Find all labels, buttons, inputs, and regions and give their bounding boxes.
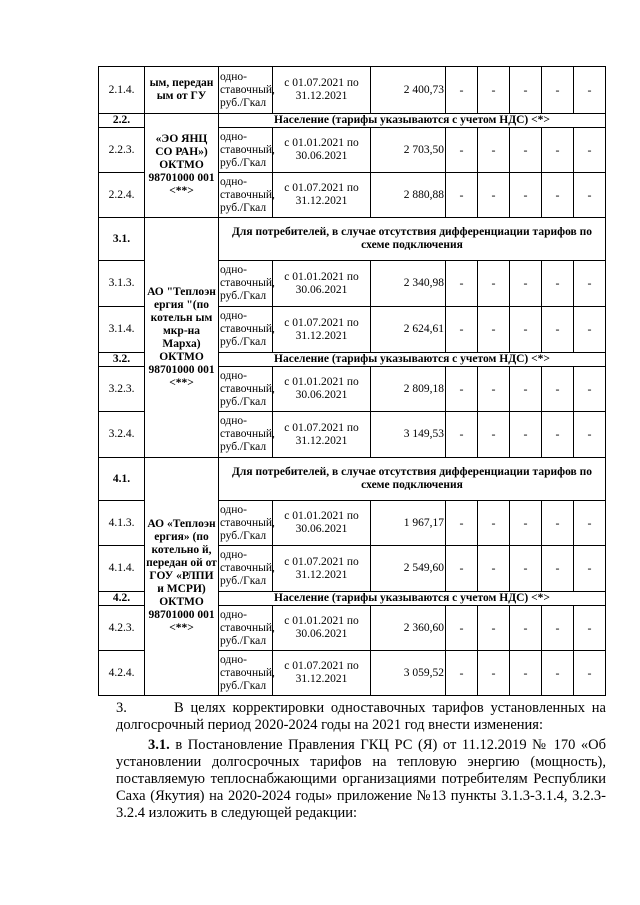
- empty-dash: -: [478, 651, 510, 696]
- period: с 01.07.2021 по 31.12.2021: [273, 173, 371, 218]
- empty-dash: -: [446, 128, 478, 173]
- empty-dash: -: [510, 412, 542, 458]
- empty-dash: -: [446, 412, 478, 458]
- empty-dash: -: [542, 367, 574, 412]
- empty-dash: -: [574, 501, 606, 546]
- empty-dash: -: [510, 128, 542, 173]
- empty-dash: -: [446, 367, 478, 412]
- tariff-value: 2 880,88: [371, 173, 446, 218]
- empty-dash: -: [446, 307, 478, 353]
- tariff-type: одно-ставочный, руб./Гкал: [219, 546, 273, 592]
- empty-dash: -: [574, 173, 606, 218]
- period: с 01.01.2021 по 30.06.2021: [273, 501, 371, 546]
- tariff-value: 2 340,98: [371, 261, 446, 307]
- empty-dash: -: [446, 606, 478, 651]
- tariff-value: 2 360,60: [371, 606, 446, 651]
- period: с 01.07.2021 по 31.12.2021: [273, 67, 371, 114]
- period: с 01.07.2021 по 31.12.2021: [273, 546, 371, 592]
- row-number: 2.2.3.: [99, 128, 145, 173]
- empty-dash: -: [574, 307, 606, 353]
- organization-cell: АО "Теплоэн ергия "(по котельн ым мкр-на Марха) ОКТМО 98701000 001 <**>: [145, 218, 219, 458]
- empty-dash: -: [510, 546, 542, 592]
- empty-dash: -: [542, 261, 574, 307]
- row-number: 3.2.3.: [99, 367, 145, 412]
- tariff-type: одно-ставочный, руб./Гкал: [219, 261, 273, 307]
- row-number: 4.2.: [99, 592, 145, 606]
- section-header: Для потребителей, в случае отсутствия дифференциации тарифов по схеме подключения: [219, 218, 606, 261]
- empty-dash: -: [510, 651, 542, 696]
- paragraph-3-text: В целях корректировки одноставочных тарифов установленных на долгосрочный период 2020-2024 годы на 2021 год внести изменения:: [116, 700, 606, 733]
- empty-dash: -: [478, 67, 510, 114]
- empty-dash: -: [510, 606, 542, 651]
- empty-dash: -: [542, 606, 574, 651]
- empty-dash: -: [574, 367, 606, 412]
- tariff-type: одно-ставочный, руб./Гкал: [219, 67, 273, 114]
- tariff-value: 3 059,52: [371, 651, 446, 696]
- empty-dash: -: [574, 128, 606, 173]
- organization-cell: «ЭО ЯНЦ СО РАН») ОКТМО 98701000 001 <**>: [145, 114, 219, 218]
- empty-dash: -: [478, 367, 510, 412]
- empty-dash: -: [478, 261, 510, 307]
- empty-dash: -: [510, 173, 542, 218]
- paragraph-3: [116, 700, 606, 734]
- empty-dash: -: [446, 173, 478, 218]
- empty-dash: -: [478, 606, 510, 651]
- empty-dash: -: [478, 546, 510, 592]
- paragraph-3-1-text: в Постановление Правления ГКЦ РС (Я) от 11.12.2019 № 170 «Об установлении долгосрочных тарифов на тепловую энергию (мощность), поставляемую теплоснабжающими организациями потребителям Республики Саха (Якутия) на 2020-2024 годы» приложение №13 пункты 3.1.3-3.1.4, 3.2.3-3.2.4 изложить в следующей редакции:: [116, 737, 607, 821]
- empty-dash: -: [446, 651, 478, 696]
- empty-dash: -: [542, 546, 574, 592]
- empty-dash: -: [542, 173, 574, 218]
- organization-cell: ым, передан ым от ГУ: [145, 67, 219, 114]
- tariff-type: одно-ставочный, руб./Гкал: [219, 367, 273, 412]
- empty-dash: -: [542, 307, 574, 353]
- tariff-value: 3 149,53: [371, 412, 446, 458]
- organization-cell: АО «Теплоэн ергия» (по котельно й, передан ой от ГОУ «РЛПИ и МСРИ) ОКТМО 98701000 001 <**>: [145, 458, 219, 696]
- empty-dash: -: [542, 651, 574, 696]
- tariff-value: 2 624,61: [371, 307, 446, 353]
- empty-dash: -: [446, 546, 478, 592]
- tariff-type: одно-ставочный, руб./Гкал: [219, 412, 273, 458]
- row-number: 2.2.4.: [99, 173, 145, 218]
- empty-dash: -: [478, 128, 510, 173]
- period: с 01.01.2021 по 30.06.2021: [273, 367, 371, 412]
- row-number: 4.2.3.: [99, 606, 145, 651]
- empty-dash: -: [510, 367, 542, 412]
- row-number: 2.1.4.: [99, 67, 145, 114]
- empty-dash: -: [510, 501, 542, 546]
- empty-dash: -: [574, 67, 606, 114]
- table-row: [99, 67, 606, 114]
- period: с 01.01.2021 по 30.06.2021: [273, 128, 371, 173]
- period: с 01.07.2021 по 31.12.2021: [273, 307, 371, 353]
- section-header: Население (тарифы указываются с учетом НДС) <*>: [219, 353, 606, 367]
- table-row: [99, 458, 606, 501]
- table-row: [99, 114, 606, 128]
- tariff-type: одно-ставочный, руб./Гкал: [219, 501, 273, 546]
- empty-dash: -: [574, 261, 606, 307]
- empty-dash: -: [542, 412, 574, 458]
- row-number: 3.1.4.: [99, 307, 145, 353]
- period: с 01.07.2021 по 31.12.2021: [273, 651, 371, 696]
- empty-dash: -: [574, 546, 606, 592]
- paragraph-3-number: 3.: [116, 700, 127, 716]
- tariff-value: 2 703,50: [371, 128, 446, 173]
- empty-dash: -: [478, 412, 510, 458]
- paragraph-3-1: [116, 737, 606, 822]
- tariff-value: 2 549,60: [371, 546, 446, 592]
- tariff-type: одно-ставочный, руб./Гкал: [219, 128, 273, 173]
- empty-dash: -: [542, 67, 574, 114]
- empty-dash: -: [510, 67, 542, 114]
- empty-dash: -: [446, 261, 478, 307]
- row-number: 3.2.4.: [99, 412, 145, 458]
- row-number: 4.1.4.: [99, 546, 145, 592]
- table-row: [99, 218, 606, 261]
- empty-dash: -: [542, 501, 574, 546]
- row-number: 4.2.4.: [99, 651, 145, 696]
- tariff-value: 2 400,73: [371, 67, 446, 114]
- empty-dash: -: [446, 67, 478, 114]
- section-header: Население (тарифы указываются с учетом НДС) <*>: [219, 592, 606, 606]
- row-number: 4.1.3.: [99, 501, 145, 546]
- tariff-type: одно-ставочный, руб./Гкал: [219, 307, 273, 353]
- section-header: Население (тарифы указываются с учетом НДС) <*>: [219, 114, 606, 128]
- paragraph-3-1-number: 3.1.: [148, 737, 170, 753]
- tariff-value: 2 809,18: [371, 367, 446, 412]
- empty-dash: -: [478, 173, 510, 218]
- tariff-type: одно-ставочный, руб./Гкал: [219, 606, 273, 651]
- empty-dash: -: [510, 261, 542, 307]
- empty-dash: -: [478, 307, 510, 353]
- tariff-type: одно-ставочный, руб./Гкал: [219, 651, 273, 696]
- period: с 01.01.2021 по 30.06.2021: [273, 606, 371, 651]
- empty-dash: -: [446, 501, 478, 546]
- tariff-value: 1 967,17: [371, 501, 446, 546]
- period: с 01.07.2021 по 31.12.2021: [273, 412, 371, 458]
- row-number: 3.1.: [99, 218, 145, 261]
- empty-dash: -: [574, 412, 606, 458]
- row-number: 3.2.: [99, 353, 145, 367]
- period: с 01.01.2021 по 30.06.2021: [273, 261, 371, 307]
- row-number: 3.1.3.: [99, 261, 145, 307]
- empty-dash: -: [510, 307, 542, 353]
- row-number: 4.1.: [99, 458, 145, 501]
- section-header: Для потребителей, в случае отсутствия дифференциации тарифов по схеме подключения: [219, 458, 606, 501]
- row-number: 2.2.: [99, 114, 145, 128]
- empty-dash: -: [574, 651, 606, 696]
- tariff-type: одно-ставочный, руб./Гкал: [219, 173, 273, 218]
- tariff-table: [98, 66, 606, 696]
- empty-dash: -: [574, 606, 606, 651]
- empty-dash: -: [478, 501, 510, 546]
- empty-dash: -: [542, 128, 574, 173]
